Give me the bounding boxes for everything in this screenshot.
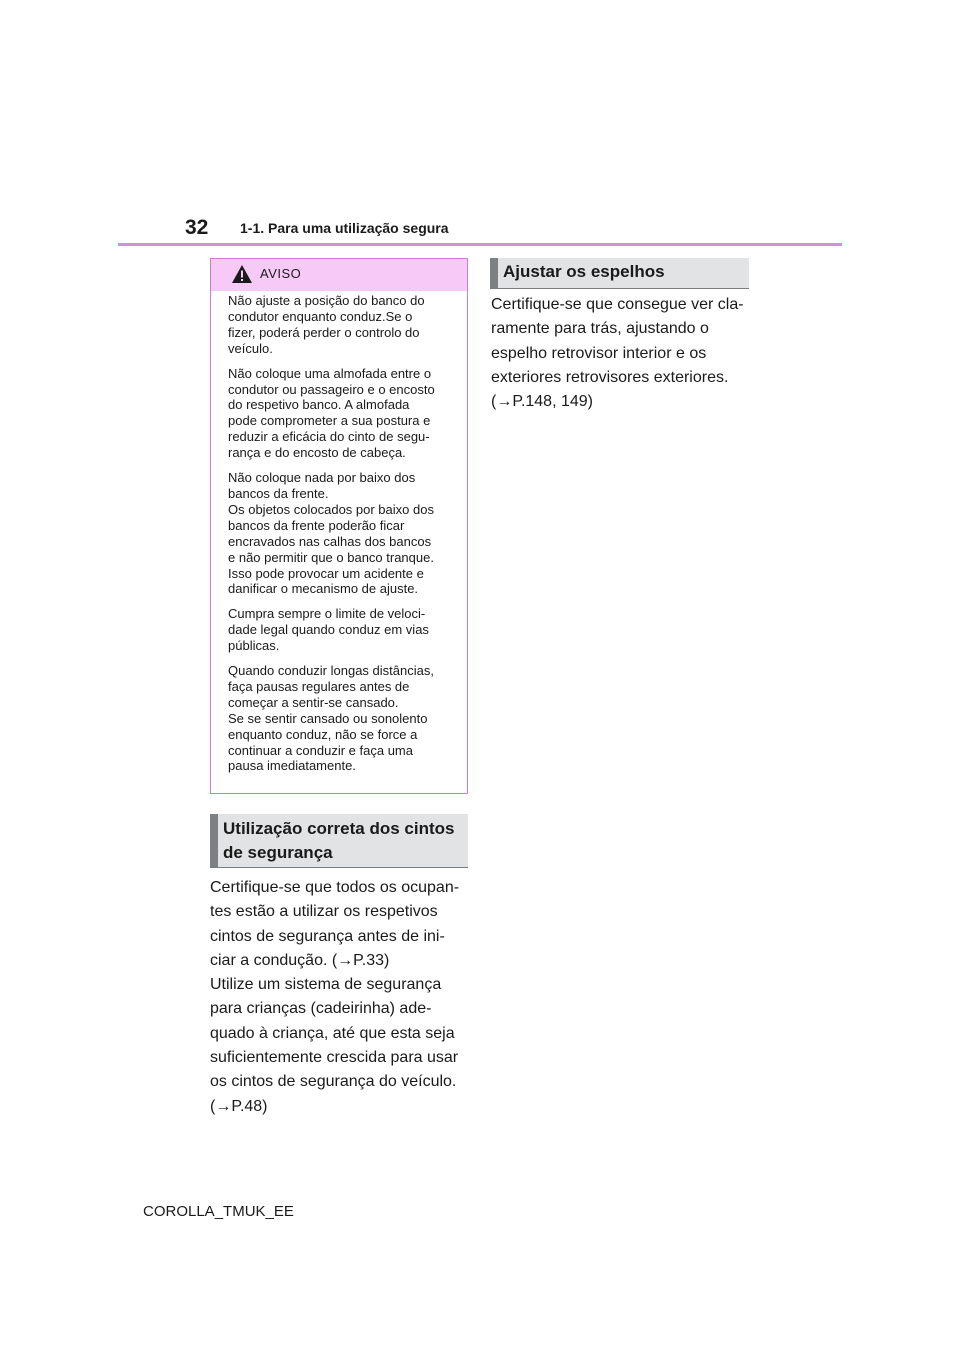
seatbelts-heading-text: Utilização correta dos cintos de segurança <box>223 819 455 862</box>
warning-title: AVISO <box>260 266 302 281</box>
warning-header <box>211 259 467 291</box>
seatbelts-body: Certifique-se que todos os ocupan- tes estão a utilizar os respetivos cintos de segurança antes de ini- ciar a condução. (→P.33) Utilize um sistema de segurança para crianças (cadeirinha) ade- quado à criança, até que esta seja suficientemente crescida para usar os cintos de segurança do veículo. (→P.48) <box>210 879 460 1115</box>
warning-paragraph: Cumpra sempre o limite de veloci- dade legal quando conduz em vias públicas. <box>228 606 429 654</box>
warning-paragraph: Quando conduzir longas distâncias, faça pausas regulares antes de começar a sentir-se cansado. Se se sentir cansado ou sonolento enquanto conduz, não se force a continuar a conduzir e faça uma pausa imediatamente. <box>228 663 434 774</box>
warning-paragraph: Não coloque nada por baixo dos bancos da frente. Os objetos colocados por baixo dos bancos da frente poderão ficar encravados nas calhas dos bancos e não permitir que o banco tranque. Isso pode provocar um acidente e danificar o mecanismo de ajuste. <box>228 470 434 597</box>
footer-code: COROLLA_TMUK_EE <box>143 1203 294 1220</box>
heading-accent-bar <box>490 258 498 288</box>
mirrors-body: Certifique-se que consegue ver cla- ramente para trás, ajustando o espelho retrovisor interior e os exteriores retrovisores exteriores. (→P.148, 149) <box>491 296 744 411</box>
warning-body <box>211 291 467 774</box>
header-rule <box>118 243 842 246</box>
warning-paragraph: Não ajuste a posição do banco do condutor enquanto conduz.Se o fizer, poderá perder o controlo do veículo. <box>228 293 425 356</box>
mirrors-heading <box>490 258 749 289</box>
warning-triangle-icon <box>231 264 253 284</box>
warning-box <box>210 258 468 794</box>
section-header: 1-1. Para uma utilização segura <box>240 220 449 236</box>
warning-paragraph: Não coloque uma almofada entre o condutor ou passageiro e o encosto do respetivo banco. A almofada pode comprometer a sua postura e reduzir a eficácia do cinto de segu- rança e do encosto de cabeça. <box>228 365 435 461</box>
page-number: 32 <box>185 216 209 239</box>
heading-accent-bar <box>210 814 218 867</box>
mirrors-heading-text: Ajustar os espelhos <box>503 262 665 281</box>
seatbelts-heading <box>210 814 468 868</box>
